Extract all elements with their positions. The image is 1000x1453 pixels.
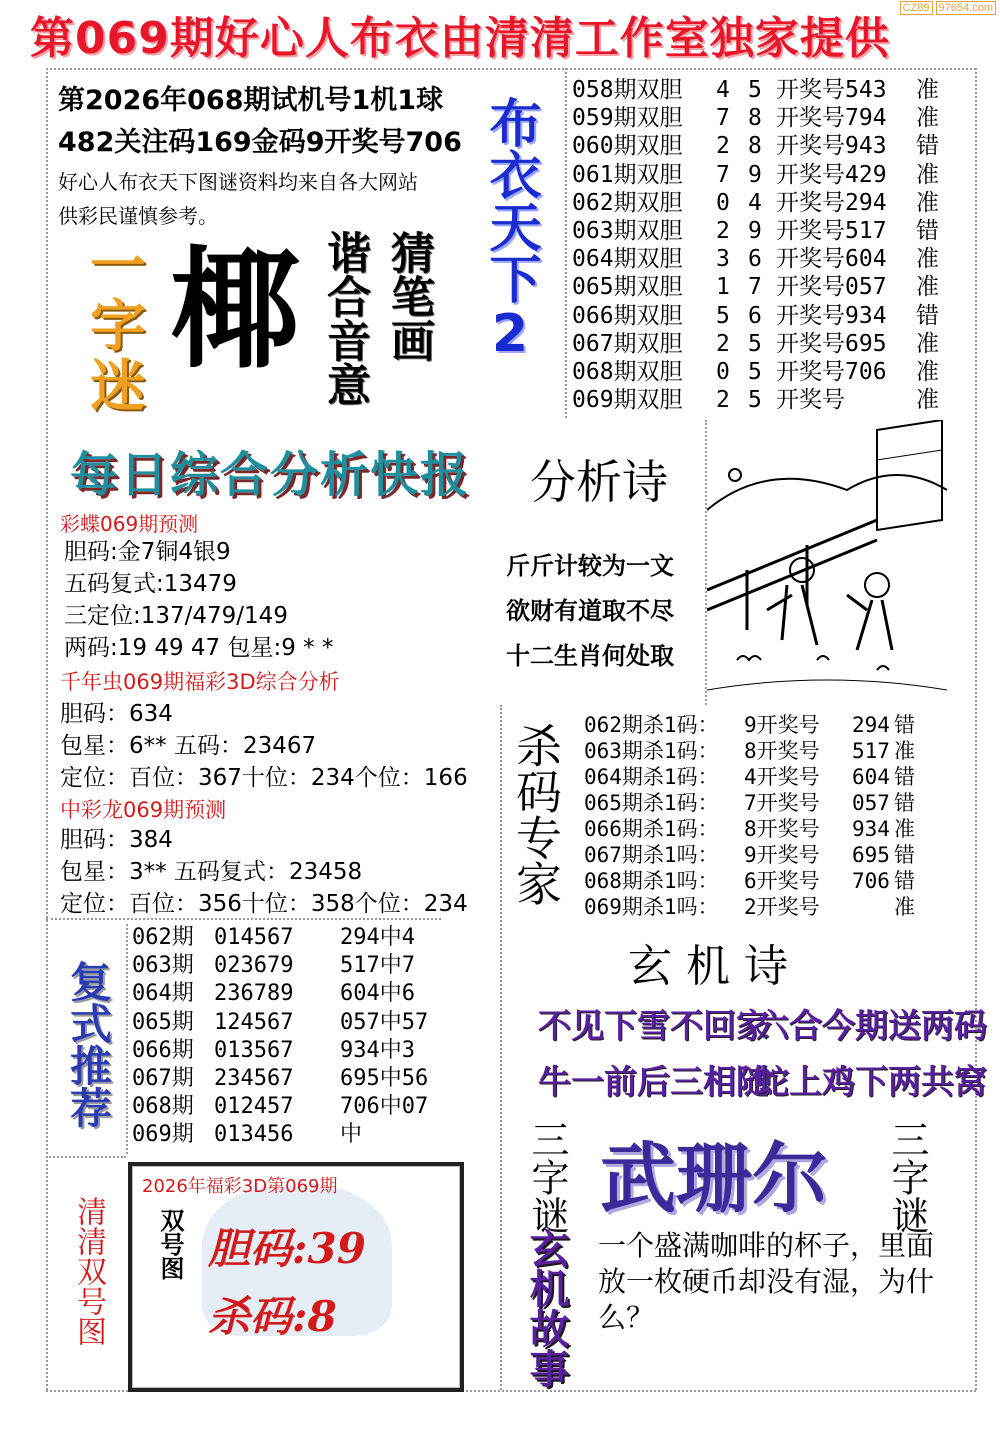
shama-draw: 934 (852, 817, 890, 841)
fushi-period: 065期 (132, 1009, 194, 1035)
fushi-draw: 695中56 (340, 1065, 429, 1091)
fushi-combo: 012457 (214, 1094, 294, 1120)
shama-kill: 8开奖号 (744, 817, 820, 841)
poem-lines (506, 544, 674, 679)
shuangdan-row (572, 245, 972, 273)
zhongcailong-line: 定位：百位：356十位：358个位：234 (60, 891, 468, 917)
shama-draw: 294 (852, 713, 890, 737)
shama-row (584, 712, 934, 738)
cartoon-svg (707, 420, 947, 705)
shama-result: 错 (894, 765, 915, 789)
shuangdan-period: 064期双胆 (572, 246, 683, 273)
fushi-draw: 517中7 (340, 953, 415, 979)
fushi-period: 066期 (132, 1037, 194, 1063)
shama-period: 069期杀1吗： (584, 895, 719, 919)
shama-period: 062期杀1码： (584, 713, 719, 737)
shuangdan-period: 067期双胆 (572, 330, 683, 357)
divider-left-mid (46, 918, 441, 920)
fushi-row (132, 952, 442, 980)
shuangdan-num-a: 2 (716, 330, 730, 357)
shuangdan-result: 准 (916, 246, 939, 273)
shuangdan-num-a: 5 (716, 302, 730, 329)
shuangdan-num-a: 4 (716, 77, 730, 103)
fushi-period: 068期 (132, 1094, 194, 1120)
shuangdan-num-a: 2 (716, 133, 730, 160)
shama-kill: 9开奖号 (744, 843, 820, 867)
zhongcailong-lines (60, 824, 468, 920)
shuangdan-draw: 开奖号604 (776, 246, 887, 273)
shama-result: 错 (894, 869, 915, 893)
shuangdan-num-a: 2 (716, 217, 730, 244)
shuangdan-result: 准 (916, 161, 939, 188)
caidie-line: 五码复式:13479 (64, 571, 237, 597)
shuangdan-draw: 开奖号057 (776, 274, 887, 301)
zhongcailong-title: 中彩龙069期预测 (60, 798, 227, 822)
sanzi-label-left: 三字谜 (525, 1120, 569, 1234)
shama-label: 杀码专家 (509, 722, 563, 906)
shuangdan-num-b: 4 (748, 189, 762, 216)
shuangdan-row (572, 330, 972, 358)
header-note2: 供彩民谨慎参考。 (58, 204, 218, 228)
frame-left (46, 68, 48, 1390)
shama-period: 066期杀1码： (584, 817, 719, 841)
shama-row (584, 738, 934, 764)
cartoon-illustration (705, 420, 947, 705)
shuangdan-result: 准 (916, 330, 939, 357)
qianniancong-line: 胆码：634 (60, 701, 173, 727)
shuangdan-draw: 开奖号517 (776, 217, 887, 244)
story-label: 玄机故事 (523, 1228, 569, 1388)
frame-right (975, 68, 977, 1390)
xuanji-title: 玄 机 诗 (628, 941, 788, 992)
shama-row (584, 842, 934, 868)
shuangdan-row (572, 76, 972, 104)
shuangdan-row (572, 217, 972, 245)
shuangdan-row (572, 132, 972, 160)
fushi-combo: 013456 (214, 1122, 294, 1148)
shuangdan-result: 准 (916, 189, 939, 216)
daily-banner: 每日综合分析快报 (70, 447, 471, 503)
shama-draw: 695 (852, 843, 890, 867)
divider-mid (565, 68, 567, 418)
qianniancong-title: 千年虫069期福彩3D综合分析 (60, 670, 340, 694)
frame-top (46, 68, 976, 70)
poem-line: 十二生肖何处取 (506, 642, 674, 670)
fushi-period: 063期 (132, 953, 194, 979)
fushi-row (132, 1065, 442, 1093)
shama-draw: 517 (852, 739, 890, 763)
fushi-row (132, 980, 442, 1008)
shama-draw: 604 (852, 765, 890, 789)
shama-result: 准 (894, 817, 915, 841)
divider-center (500, 705, 502, 1390)
fushi-period: 067期 (132, 1065, 194, 1091)
shama-draw: 706 (852, 869, 890, 893)
qingqing-label: 清清双号图 (71, 1196, 106, 1346)
shama-kill: 4开奖号 (744, 765, 820, 789)
shama-period: 068期杀1吗： (584, 869, 719, 893)
fushi-draw: 604中6 (340, 981, 415, 1007)
shuangdan-result: 准 (916, 105, 939, 132)
fushi-draw: 934中3 (340, 1037, 415, 1063)
shama-row (584, 764, 934, 790)
caidie-line: 两码:19 49 47 包星:9 * * (64, 635, 334, 661)
shama-row (584, 894, 934, 920)
fushi-row (132, 1009, 442, 1037)
fushi-combo: 013567 (214, 1037, 294, 1063)
fushi-period: 064期 (132, 981, 194, 1007)
shuangdan-period: 061期双胆 (572, 161, 683, 188)
header-line2: 482关注码169金码9开奖号706 (58, 127, 462, 158)
qianniancong-lines (60, 698, 468, 794)
shama-kill: 2开奖号 (744, 895, 820, 919)
shuangdan-num-b: 5 (748, 387, 762, 414)
shama-period: 065期杀1码： (584, 791, 719, 815)
zhongcailong-line: 包星：3** 五码复式：23458 (60, 859, 363, 885)
shama-kill: 7开奖号 (744, 791, 820, 815)
fushi-draw: 706中07 (340, 1094, 429, 1120)
riddle-char: 椰 (170, 233, 301, 386)
divider-left-bottom (46, 1156, 126, 1158)
shama-row (584, 868, 934, 894)
fushi-label: 复式推荐 (64, 960, 113, 1128)
poem-title: 分析诗 (530, 455, 668, 509)
shuangdan-draw: 开奖号294 (776, 189, 887, 216)
shama-period: 063期杀1码： (584, 739, 719, 763)
poem-line: 欲财有道取不尽 (506, 597, 674, 625)
caidie-lines (64, 536, 334, 664)
sanzi-answer: 武珊尔 (600, 1134, 828, 1223)
fushi-period: 069期 (132, 1122, 194, 1148)
caidie-line: 三定位:137/479/149 (64, 603, 288, 629)
qingqing-dan: 胆码:39 (208, 1224, 366, 1273)
shuangdan-num-b: 5 (748, 358, 762, 385)
shuangdan-draw: 开奖号934 (776, 302, 887, 329)
shuangdan-period: 068期双胆 (572, 358, 683, 385)
shuangdan-num-a: 0 (716, 189, 730, 216)
fushi-period: 062期 (132, 925, 194, 950)
page-title: 第069期好心人布衣由清清工作室独家提供 (30, 13, 890, 64)
fushi-draw: 294中4 (340, 925, 415, 950)
shuangdan-period: 060期双胆 (572, 133, 683, 160)
shuangdan-period: 069期双胆 (572, 387, 683, 414)
brand-vertical: 布衣天下2 (480, 96, 540, 364)
shuangdan-row (572, 358, 972, 386)
qingqing-card-title: 2026年福彩3D第069期 (142, 1176, 338, 1197)
riddle-hint-col1: 猜笔画 (383, 230, 434, 362)
shuangdan-row (572, 161, 972, 189)
xuanji-line2a: 牛一前后三相随 (538, 1062, 769, 1101)
xuanji-line1a: 不见下雪不回家 (538, 1006, 769, 1045)
shuangdan-result: 准 (916, 358, 939, 385)
shuangdan-period: 062期双胆 (572, 189, 683, 216)
shuangdan-period: 063期双胆 (572, 217, 683, 244)
shama-row (584, 790, 934, 816)
poem-line: 斤斤计较为一文 (506, 552, 674, 580)
shuangdan-result: 错 (916, 133, 939, 160)
qingqing-side-label: 双号图 (156, 1208, 184, 1280)
shuangdan-draw: 开奖号943 (776, 133, 887, 160)
shuangdan-period: 066期双胆 (572, 302, 683, 329)
shuangdan-draw: 开奖号706 (776, 358, 887, 385)
shuangdan-draw: 开奖号543 (776, 77, 887, 103)
shuangdan-num-a: 7 (716, 105, 730, 132)
sanzi-label-right: 三字谜 (885, 1120, 929, 1234)
shuangdan-draw: 开奖号 (776, 387, 845, 414)
shama-period: 067期杀1吗： (584, 843, 719, 867)
shuangdan-result: 准 (916, 274, 939, 301)
shama-result: 错 (894, 713, 915, 737)
caidie-line: 胆码:金7铜4银9 (64, 539, 231, 565)
shuangdan-row (572, 104, 972, 132)
xuanji-line2b: 蛇上鸡下两共窝 (756, 1062, 987, 1101)
qingqing-sha: 杀码:8 (208, 1292, 337, 1341)
shuangdan-draw: 开奖号794 (776, 105, 887, 132)
riddle-label: 一字迷 (81, 236, 146, 416)
shuangdan-row (572, 302, 972, 330)
shuangdan-period: 065期双胆 (572, 274, 683, 301)
shuangdan-num-a: 0 (716, 358, 730, 385)
xuanji-line1b: 六合今期送两码 (756, 1006, 987, 1045)
fushi-row (132, 1093, 442, 1121)
shuangdan-period: 059期双胆 (572, 105, 683, 132)
shuangdan-num-b: 5 (748, 77, 762, 103)
shama-draw: 057 (852, 791, 890, 815)
fushi-row (132, 924, 442, 952)
shuangdan-table (572, 76, 972, 414)
shuangdan-num-b: 6 (748, 246, 762, 273)
shama-row (584, 816, 934, 842)
shuangdan-num-b: 9 (748, 217, 762, 244)
shuangdan-period: 058期双胆 (572, 77, 683, 103)
fushi-row (132, 1121, 442, 1149)
shama-kill: 6开奖号 (744, 869, 820, 893)
riddle-hint-col2: 谐合音意 (319, 230, 370, 406)
fushi-draw: 057中57 (340, 1009, 429, 1035)
shuangdan-num-b: 6 (748, 302, 762, 329)
shuangdan-num-a: 3 (716, 246, 730, 273)
shuangdan-num-b: 8 (748, 105, 762, 132)
shuangdan-num-a: 1 (716, 274, 730, 301)
shama-result: 错 (894, 791, 915, 815)
fushi-combo: 023679 (214, 953, 294, 979)
shuangdan-num-b: 8 (748, 133, 762, 160)
fushi-combo: 236789 (214, 981, 294, 1007)
shama-kill: 9开奖号 (744, 713, 820, 737)
shuangdan-result: 准 (916, 387, 939, 414)
fushi-table (132, 924, 442, 1150)
shuangdan-row (572, 273, 972, 301)
qingqing-card (128, 1162, 464, 1392)
qianniancong-line: 定位：百位：367十位：234个位：166 (60, 765, 468, 791)
zhongcailong-line: 胆码：384 (60, 827, 173, 853)
fushi-combo: 124567 (214, 1009, 294, 1035)
shama-result: 错 (894, 843, 915, 867)
shama-table (584, 712, 934, 920)
shama-result: 准 (894, 895, 915, 919)
story-text: 一个盛满咖啡的杯子，里面放一枚硬币却没有湿，为什么？ (598, 1229, 935, 1334)
shuangdan-result: 准 (916, 77, 939, 103)
shuangdan-num-a: 2 (716, 387, 730, 414)
header-note1: 好心人布衣天下图谜资料均来自各大网站 (58, 170, 418, 194)
fushi-row (132, 1037, 442, 1065)
shama-kill: 8开奖号 (744, 739, 820, 763)
fushi-draw: 中 (340, 1122, 363, 1148)
shuangdan-num-b: 5 (748, 330, 762, 357)
divider-fushi (126, 924, 128, 1154)
shuangdan-result: 错 (916, 217, 939, 244)
fushi-combo: 234567 (214, 1065, 294, 1091)
shuangdan-draw: 开奖号429 (776, 161, 887, 188)
shama-period: 064期杀1码： (584, 765, 719, 789)
watermark-prefix: CZ89 (900, 1, 933, 15)
watermark-site: 97654.com (936, 1, 996, 15)
shuangdan-num-b: 7 (748, 274, 762, 301)
shama-result: 准 (894, 739, 915, 763)
header-line1: 第2026年068期试机号1机1球 (58, 85, 444, 116)
shuangdan-result: 错 (916, 302, 939, 329)
fushi-combo: 014567 (214, 925, 294, 950)
shuangdan-num-a: 7 (716, 161, 730, 188)
shuangdan-num-b: 9 (748, 161, 762, 188)
shuangdan-row (572, 189, 972, 217)
shuangdan-row (572, 386, 972, 414)
qianniancong-line: 包星：6** 五码：23467 (60, 733, 317, 759)
caidie-title: 彩蝶069期预测 (60, 512, 199, 536)
shuangdan-draw: 开奖号695 (776, 330, 887, 357)
